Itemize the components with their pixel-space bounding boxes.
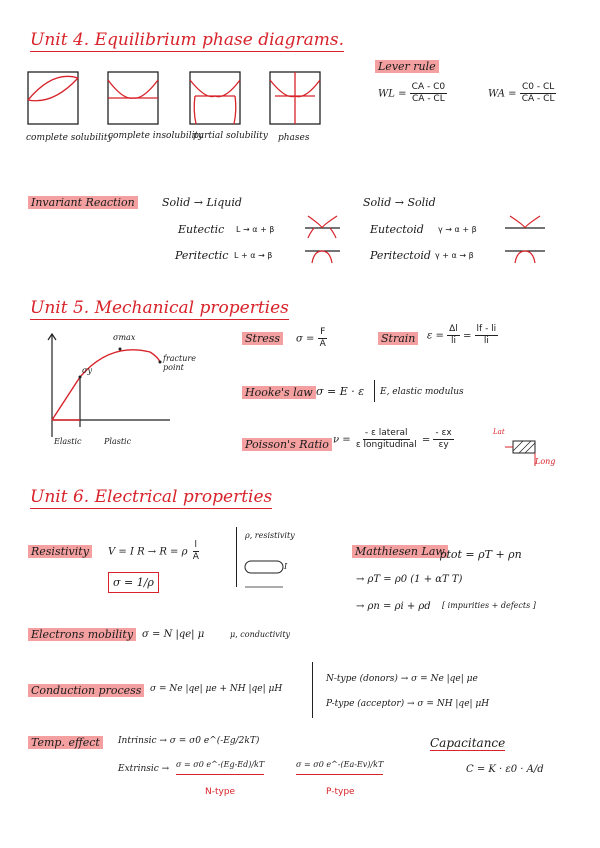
capacitance-formula: C = K · ε0 · A/d xyxy=(466,764,544,775)
unit6-title: Unit 6. Electrical properties xyxy=(30,487,273,507)
extrinsic-label: Extrinsic → xyxy=(118,764,170,774)
conduction-process-heading: Conduction process xyxy=(28,684,144,697)
current-label: I xyxy=(284,562,288,571)
pn-formula: → ρn = ρi + ρd xyxy=(356,601,431,612)
divider xyxy=(374,380,375,402)
hookes-law-note: E, elastic modulus xyxy=(380,387,464,397)
lever-rule-wa: WA = $\frac{C0 - CL}{CA - CL}$ xyxy=(488,82,555,104)
lat-label: Lat xyxy=(493,428,505,436)
lever-rule-heading: Lever rule xyxy=(375,60,439,73)
ohm-formula: V = I R → R = ρ $\frac{l}{A}$ xyxy=(108,540,199,562)
solid-solid-label: Solid → Solid xyxy=(363,196,436,209)
poissons-ratio-formula: ν = $\frac{\text{- ε lateral}}{\text{ε longitudinal}}$ = $\frac{- \varepsilon x}{\varepsilon y}$ xyxy=(333,428,452,450)
label-phases: phases xyxy=(278,133,310,143)
hookes-law-heading: Hooke's law xyxy=(242,386,316,399)
rho-note: ρ, resistivity xyxy=(245,531,295,540)
divider xyxy=(236,527,237,587)
eutectoid-label: Eutectoid xyxy=(370,223,424,236)
ptot-formula: ρtot = ρT + ρn xyxy=(440,548,522,561)
electrons-mobility-heading: Electrons mobility xyxy=(28,628,136,641)
n-type-label: N-type xyxy=(205,787,236,797)
poisson-sketch xyxy=(505,436,550,468)
strain-heading: Strain xyxy=(378,332,418,345)
impurities-note: [ impurities + defects ] xyxy=(442,601,536,610)
mobility-note: μ, conductivity xyxy=(230,630,291,639)
long-label: Long xyxy=(535,457,556,466)
intrinsic-formula: Intrinsic → σ = σ0 e^(-Eg/2kT) xyxy=(118,736,260,746)
eutectoid-equation: γ → α + β xyxy=(438,225,477,234)
peritectoid-label: Peritectoid xyxy=(370,249,431,262)
divider xyxy=(312,662,313,718)
plastic-label: Plastic xyxy=(104,437,132,446)
label-partial-solubility: partial solubility xyxy=(193,131,268,141)
stress-strain-curve xyxy=(40,332,190,437)
hookes-law-formula: σ = E · ε xyxy=(316,385,365,398)
poissons-ratio-heading: Poisson's Ratio xyxy=(242,438,332,451)
sigma-max-label: σmax xyxy=(113,333,136,342)
peritectoid-equation: γ + α → β xyxy=(435,251,474,260)
capacitance-heading: Capacitance xyxy=(430,736,506,750)
strain-formula: ε = $\frac{\Delta l}{li}$ = $\frac{lf - li}{li}$ xyxy=(427,324,497,346)
lever-rule-wl: WL = $\frac{CA - C0}{CA - CL}$ xyxy=(378,82,446,104)
peritectic-equation: L + α → β xyxy=(234,251,273,260)
pt-formula: → ρT = ρ0 (1 + αT T) xyxy=(356,574,463,585)
mobility-formula: σ = N |qe| μ xyxy=(142,629,205,640)
p-type-label: P-type xyxy=(326,787,355,797)
n-type-formula: N-type (donors) → σ = Ne |qe| μe xyxy=(326,674,478,684)
invariant-sketches xyxy=(300,208,550,268)
fracture-point-label: fracture point xyxy=(163,354,196,372)
conduction-formula: σ = Ne |qe| μe + NH |qe| μH xyxy=(150,684,283,694)
extrinsic-n-formula: σ = σ0 e^-(Eg-Ed)/kT xyxy=(176,760,264,775)
p-type-formula: P-type (acceptor) → σ = NH |qe| μH xyxy=(326,699,490,709)
resistivity-heading: Resistivity xyxy=(28,545,92,558)
extrinsic-p-formula: σ = σ0 e^-(Ea-Ev)/kT xyxy=(296,760,383,775)
phase-diagram-sketches xyxy=(28,70,318,130)
stress-formula: σ = $\frac{F}{A}$ xyxy=(296,327,326,349)
elastic-label: Elastic xyxy=(54,437,82,446)
solid-liquid-label: Solid → Liquid xyxy=(162,196,242,209)
stress-heading: Stress xyxy=(242,332,283,345)
matthiesen-heading: Matthiesen Law xyxy=(352,545,448,558)
unit5-title: Unit 5. Mechanical properties xyxy=(30,298,289,318)
sigma-definition: σ = 1/ρ xyxy=(108,572,159,593)
eutectic-label: Eutectic xyxy=(178,223,225,236)
temp-effect-heading: Temp. effect xyxy=(28,736,103,749)
sigma-y-label: σy xyxy=(82,366,92,375)
unit4-title: Unit 4. Equilibrium phase diagrams. xyxy=(30,30,345,50)
peritectic-label: Peritectic xyxy=(175,249,229,262)
label-complete-insolubility: complete insolubility xyxy=(108,131,204,141)
label-complete-solubility: complete solubility xyxy=(26,133,113,143)
eutectic-equation: L → α + β xyxy=(236,225,275,234)
invariant-reaction-heading: Invariant Reaction xyxy=(28,196,138,209)
